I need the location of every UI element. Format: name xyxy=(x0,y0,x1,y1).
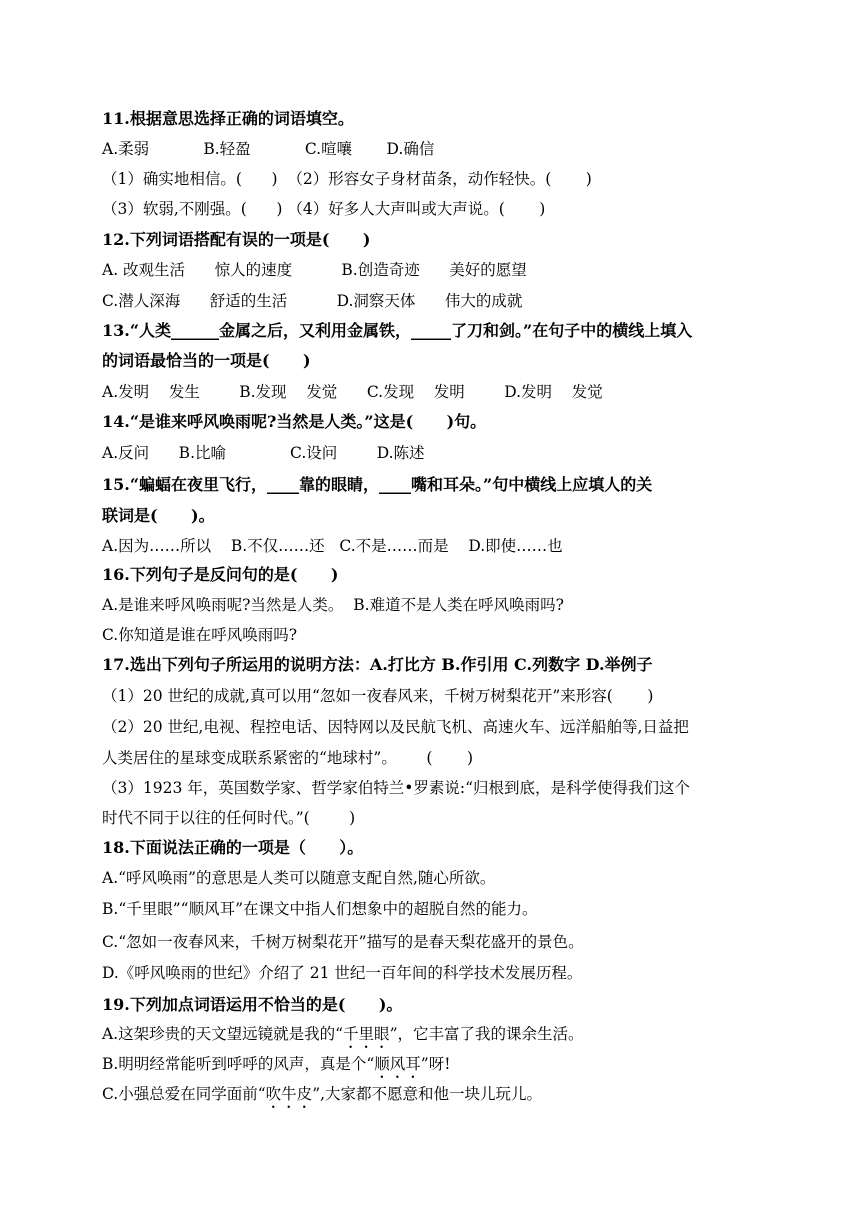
q19-option-b xyxy=(102,1053,450,1082)
q19-c-pre: C.小强总爱在同学面前“ xyxy=(102,1085,266,1103)
q16-title: 16.下列句子是反问句的是( ) xyxy=(102,565,339,584)
q12-line-2: C.潜人深海 舒适的生活 D.洞察天体 伟大的成就 xyxy=(102,292,523,310)
q17-line-2: （2）20 世纪,电视、程控电话、因特网以及民航飞机、高速火车、远洋船舶等,日益把 xyxy=(102,718,689,736)
q19-option-a xyxy=(102,1023,584,1052)
q19-b-post: ”呀! xyxy=(420,1055,451,1073)
q15-options: A.因为……所以 B.不仅……还 C.不是……而是 D.即使……也 xyxy=(102,537,563,555)
q19-a-dotted-word: 千里眼 xyxy=(343,1025,390,1043)
q18-option-a: A.“呼风唤雨”的意思是人类可以随意支配自然,随心所欲。 xyxy=(102,869,496,887)
q17-line-3: 人类居住的星球变成联系紧密的“地球村”。 ( ) xyxy=(102,749,473,767)
q15-title-1: 15.“蝙蝠在夜里飞行，____靠的眼睛，____嘴和耳朵。”句中横线上应填人的关 xyxy=(102,475,653,494)
q12-line-1: A. 改观生活 惊人的速度 B.创造奇迹 美好的愿望 xyxy=(102,261,527,279)
q19-b-dotted-word: 顺风耳 xyxy=(374,1055,421,1073)
q18-option-b: B.“千里眼”“顺风耳”在课文中指人们想象中的超脱自然的能力。 xyxy=(102,900,538,918)
q17-line-4: （3）1923 年，英国数学家、哲学家伯特兰•罗素说:“归根到底，是科学使得我们这个 xyxy=(102,779,691,797)
q19-option-c xyxy=(102,1083,542,1112)
q16-line-1: A.是谁来呼风唤雨呢?当然是人类。 B.难道不是人类在呼风唤雨吗? xyxy=(102,596,564,614)
q17-title: 17.选出下列句子所运用的说明方法：A.打比方 B.作引用 C.列数字 D.举例子 xyxy=(102,655,653,674)
q19-a-post: ”，它丰富了我的课余生活。 xyxy=(389,1025,584,1043)
q19-a-pre: A.这架珍贵的天文望远镜就是我的“ xyxy=(102,1025,344,1043)
q11-title: 11.根据意思选择正确的词语填空。 xyxy=(102,109,354,128)
q14-options: A.反问 B.比喻 C.设问 D.陈述 xyxy=(102,444,425,462)
q16-line-2: C.你知道是谁在呼风唤雨吗? xyxy=(102,626,298,644)
q11-line-2: （3）软弱,不刚强。( ) （4）好多人大声叫或大声说。( ) xyxy=(102,200,546,218)
q18-title: 18.下面说法正确的一项是（ ）。 xyxy=(102,838,364,857)
q13-title-2: 的词语最恰当的一项是( ) xyxy=(102,351,311,370)
q14-title: 14.“是谁来呼风唤雨呢?当然是人类。”这是( )句。 xyxy=(102,412,487,431)
q17-line-1: （1）20 世纪的成就,真可以用“忽如一夜春风来，千树万树梨花开”来形容( ) xyxy=(102,687,654,705)
q11-line-1: （1）确实地相信。( ) （2）形容女子身材苗条，动作轻快。( ) xyxy=(102,170,592,188)
q19-title: 19.下列加点词语运用不恰当的是( )。 xyxy=(102,995,403,1014)
q13-options: A.发明 发生 B.发现 发觉 C.发现 发明 D.发明 发觉 xyxy=(102,383,603,401)
q15-title-2: 联词是( )。 xyxy=(102,506,215,525)
q17-line-5: 时代不同于以往的任何时代。”( ) xyxy=(102,809,356,827)
q19-c-dotted-word: 吹牛皮 xyxy=(265,1085,313,1103)
q19-c-post: ”,大家都不愿意和他一块儿玩儿。 xyxy=(312,1085,543,1103)
q13-title-1: 13.“人类______金属之后，又利用金属铁，_____了刀和剑。”在句子中的横线上填入 xyxy=(102,321,693,340)
q11-options: A.柔弱 B.轻盈 C.喧嚷 D.确信 xyxy=(102,140,435,158)
q12-title: 12.下列词语搭配有误的一项是( ) xyxy=(102,230,371,249)
q18-option-c: C.“忽如一夜春风来，千树万树梨花开”描写的是春天梨花盛开的景色。 xyxy=(102,933,584,951)
q18-option-d: D.《呼风唤雨的世纪》介绍了 21 世纪一百年间的科学技术发展历程。 xyxy=(102,964,583,982)
q19-b-pre: B.明明经常能听到呼呼的风声，真是个“ xyxy=(102,1055,375,1073)
